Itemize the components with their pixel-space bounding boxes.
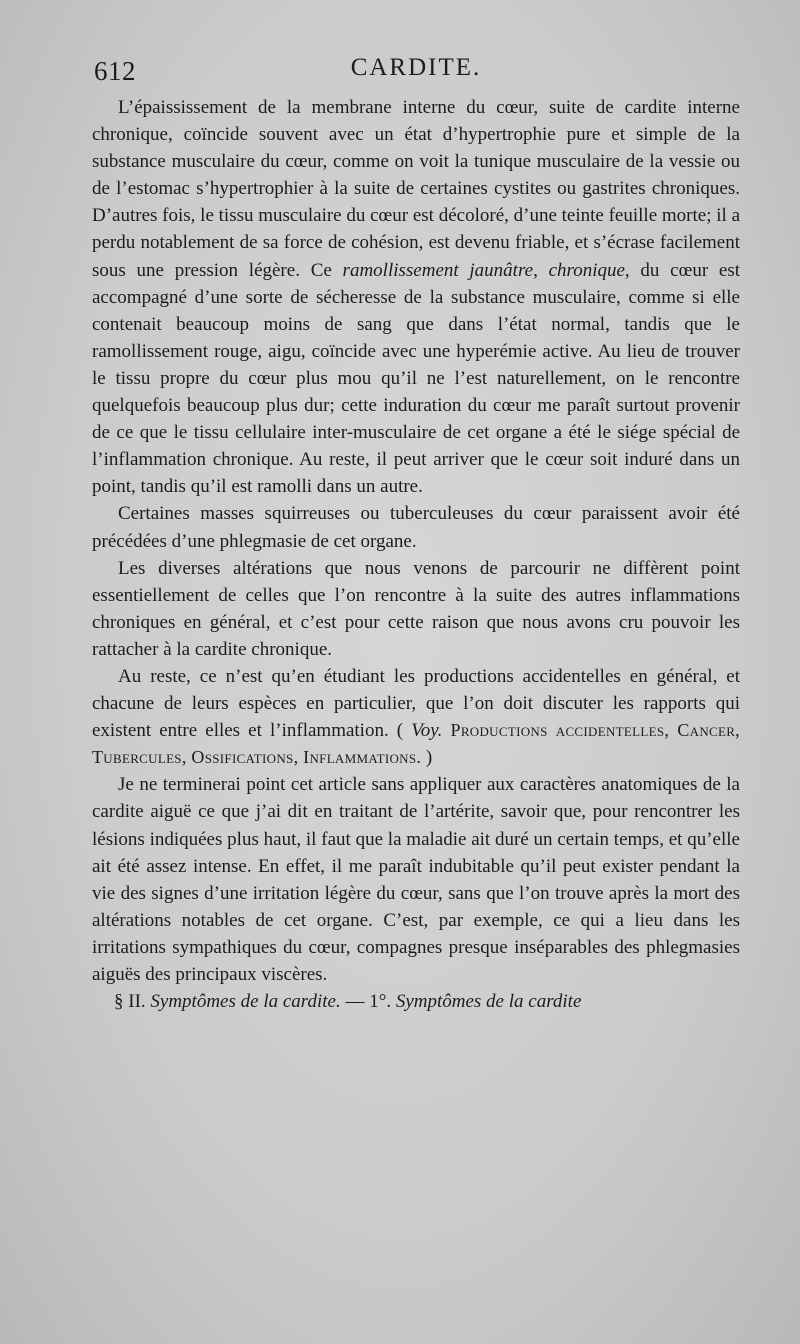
paragraph-1-text-a: L’épaississement de la membrane interne du cœur, suite de cardite interne chronique, coïncide souvent avec un état d’hypertrophie pure et simple de la substance musculaire du cœur, comme on voit la tunique musculaire de la vessie ou de l’estomac s’hypertrophier à la suite de certaines cystites ou gastrites chroniques. D’autres fois, le tissu musculaire du cœur est décoloré, d’une teinte feuille morte; il a perdu notablement de sa force de cohésion, est devenu friable, et s’écrase facilement sous une pression légère. Ce — [92, 97, 740, 281]
running-head: CARDITE. — [350, 54, 482, 81]
paragraph-2: Certaines masses squirreuses ou tuberculeuses du cœur paraissent avoir été précédées d’une phlegmasie de cet organe. — [92, 503, 740, 552]
cross-references: Productions accidentelles, Cancer, Tubercules, Ossifications, Inflammations. — [92, 720, 740, 768]
paragraph-3: Les diverses altérations que nous venons de parcourir ne diffèrent point essentiellement de celles que l’on rencontre à la suite des autres inflammations chroniques en général, et c’est pour cette raison que nous avons cru pouvoir les rattacher à la cardite chronique. — [92, 557, 740, 660]
section-number: § II. — [114, 991, 146, 1013]
paragraph-4-text-a: Au reste, ce n’est qu’en étudiant les productions accidentelles en général, et chacune de leurs espèces en particulier, que l’on doit discuter les rapports qui existent entre elles et l’inflammation. ( — [92, 665, 740, 742]
section-title: Symptômes de la cardite. — [150, 991, 341, 1013]
paragraph-4 — [92, 663, 740, 771]
voy-reference: Voy. — [411, 720, 443, 742]
subsection-title: Symptômes de la cardite — [395, 991, 582, 1013]
page-number: 612 — [94, 56, 136, 86]
paragraph-4-text-b: ) — [421, 747, 433, 769]
paragraph-1 — [92, 94, 740, 500]
paragraph-1-italic: ramollissement jaunâtre, chronique — [342, 259, 625, 281]
body-text — [92, 94, 740, 1015]
paragraph-5: Je ne terminerai point cet article sans appliquer aux caractères anatomiques de la cardite aiguë ce que j’ai dit en traitant de l’artérite, savoir que, pour rencontrer les lésions indiquées plus haut, il faut que la maladie ait duré un certain temps, et qu’elle ait été assez intense. En effet, il me paraît indubitable qu’il peut exister pendant la vie des signes d’une irritation légère du cœur, sans que l’on trouve après la mort des altérations notables de cet organe. C’est, par exemple, ce qui a lieu dans les irritations sympathiques du cœur, compagnes presque inséparables des phlegmasies aiguës des principaux viscères. — [92, 774, 740, 985]
section-heading — [92, 988, 740, 1015]
subsection-number: — 1°. — [340, 991, 392, 1013]
paragraph-1-text-b: , du cœur est accompagné d’une sorte de sécheresse de la substance musculaire, comme si elle contenait beaucoup moins de sang que dans l’état normal, tandis que le ramollissement rouge, aigu, coïncide avec une hyperémie active. Au lieu de trouver le tissu propre du cœur plus mou qu’il ne l’est naturellement, on le rencontre quelquefois beaucoup plus dur; cette induration du cœur me paraît surtout provenir de ce que le tissu cellulaire inter-musculaire de cet organe a été le siége spécial de l’inflammation chronique. Au reste, il peut arriver que le cœur soit induré dans un point, tandis qu’il est ramolli dans un autre. — [92, 259, 740, 498]
page-header — [92, 52, 740, 92]
